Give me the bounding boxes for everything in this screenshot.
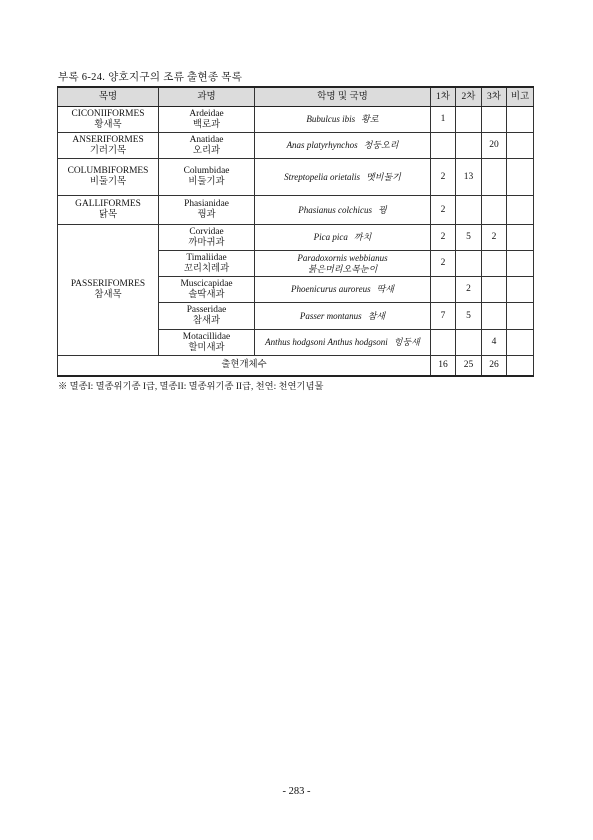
order-ko: 참새목: [94, 290, 122, 300]
family-en: Columbidae: [183, 166, 230, 176]
total-remarks: [507, 356, 534, 377]
header-family: 과명: [159, 87, 255, 107]
survey-3-cell: [482, 107, 507, 133]
family-cell: [159, 330, 255, 356]
species-cell: [255, 277, 431, 303]
family-en: Ardeidae: [189, 108, 224, 119]
order-ko: 황새목: [94, 119, 122, 130]
survey-1-cell: 2: [431, 196, 456, 225]
header-order: 목명: [58, 87, 159, 107]
total-survey-1: 16: [431, 356, 456, 377]
korean-name: 힝둥새: [393, 337, 420, 347]
survey-3-cell: [482, 251, 507, 277]
survey-2-cell: 5: [456, 225, 482, 251]
scientific-name: Phasianus colchicus: [298, 204, 373, 215]
total-survey-3: 26: [482, 356, 507, 377]
scientific-name: Bubulcus ibis: [306, 114, 356, 124]
header-survey-1: 1차: [431, 87, 456, 107]
header-survey-3: 3차: [482, 87, 507, 107]
species-cell: [255, 225, 431, 251]
korean-name: 꿩: [378, 204, 387, 215]
species-cell: [255, 196, 431, 225]
order-cell: [58, 133, 159, 159]
survey-1-cell: [431, 330, 456, 356]
family-cell: [159, 251, 255, 277]
family-en: Corvidae: [189, 226, 224, 237]
remarks-cell: [507, 107, 534, 133]
survey-2-cell: 2: [456, 277, 482, 303]
table-row: [58, 107, 534, 133]
remarks-cell: [507, 303, 534, 330]
survey-3-cell: [482, 277, 507, 303]
species-cell: [255, 303, 431, 330]
survey-1-cell: 1: [431, 107, 456, 133]
family-ko: 할미새과: [188, 342, 225, 353]
family-en: Motacillidae: [182, 331, 231, 342]
survey-3-cell: [482, 196, 507, 225]
order-en: COLUMBIFORMES: [67, 166, 149, 176]
table-row: [58, 196, 534, 225]
total-row: [58, 356, 534, 377]
remarks-cell: [507, 251, 534, 277]
header-survey-2: 2차: [456, 87, 482, 107]
species-cell: [255, 133, 431, 159]
family-ko: 비둘기과: [188, 177, 225, 187]
header-species: 학명 및 국명: [255, 87, 431, 107]
survey-3-cell: 4: [482, 330, 507, 356]
korean-name: 딱새: [376, 284, 394, 294]
survey-3-cell: 2: [482, 225, 507, 251]
scientific-name: Anthus hodgsoni Anthus hodgsoni: [265, 337, 388, 347]
species-cell: [255, 107, 431, 133]
survey-2-cell: [456, 330, 482, 356]
order-cell: [58, 225, 159, 356]
scientific-name: Passer montanus: [299, 310, 362, 321]
species-cell: [255, 330, 431, 356]
order-cell: [58, 107, 159, 133]
survey-2-cell: [456, 107, 482, 133]
remarks-cell: [507, 277, 534, 303]
scientific-name: Paradoxornis webbianus: [297, 252, 388, 263]
family-cell: [159, 277, 255, 303]
korean-name: 붉은머리오목눈이: [307, 263, 378, 274]
survey-2-cell: [456, 133, 482, 159]
family-en: Timaliidae: [186, 252, 227, 263]
header-row: [58, 87, 534, 107]
order-en: CICONIIFORMES: [71, 108, 145, 119]
korean-name: 까치: [353, 232, 372, 242]
remarks-cell: [507, 159, 534, 196]
survey-1-cell: 2: [431, 225, 456, 251]
family-ko: 솔딱새과: [188, 289, 225, 300]
order-en: GALLIFORMES: [75, 199, 141, 209]
table-row: [58, 225, 534, 251]
order-cell: [58, 159, 159, 196]
family-cell: [159, 133, 255, 159]
family-ko: 백로과: [192, 119, 221, 130]
order-cell: [58, 196, 159, 225]
order-ko: 비둘기목: [89, 177, 127, 187]
family-cell: [159, 107, 255, 133]
order-ko: 기러기목: [89, 145, 127, 156]
table-row: [58, 159, 534, 196]
family-cell: [159, 196, 255, 225]
scientific-name: Anas platyrhynchos: [286, 140, 358, 150]
survey-1-cell: 2: [431, 251, 456, 277]
survey-2-cell: 5: [456, 303, 482, 330]
family-cell: [159, 159, 255, 196]
family-ko: 꼬리치레과: [183, 263, 230, 274]
species-cell: [255, 251, 431, 277]
species-cell: [255, 159, 431, 196]
survey-2-cell: [456, 196, 482, 225]
header-remarks: 비고: [507, 87, 534, 107]
family-en: Muscicapidae: [180, 278, 233, 289]
scientific-name: Pica pica: [313, 232, 348, 242]
family-en: Phasianidae: [184, 199, 229, 209]
family-ko: 참새과: [192, 316, 221, 326]
family-cell: [159, 303, 255, 330]
survey-3-cell: [482, 159, 507, 196]
korean-name: 청둥오리: [363, 140, 399, 150]
family-ko: 오리과: [192, 145, 221, 156]
family-cell: [159, 225, 255, 251]
survey-2-cell: [456, 251, 482, 277]
scientific-name: Phoenicurus auroreus: [291, 284, 371, 294]
order-en: PASSERIFOMRES: [70, 279, 146, 289]
korean-name: 멧비둘기: [366, 171, 401, 182]
survey-1-cell: 7: [431, 303, 456, 330]
page-number: - 283 -: [282, 786, 311, 797]
total-label: 출현개체수: [58, 356, 431, 377]
remarks-cell: [507, 225, 534, 251]
scientific-name: Streptopelia orietalis: [284, 171, 361, 182]
survey-1-cell: [431, 133, 456, 159]
family-ko: 꿩과: [197, 210, 216, 220]
survey-1-cell: 2: [431, 159, 456, 196]
korean-name: 황로: [361, 114, 379, 124]
family-en: Anatidae: [189, 134, 224, 145]
order-ko: 닭목: [98, 210, 118, 220]
order-en: ANSERIFORMES: [72, 134, 144, 145]
table-caption: 부록 6-24. 양호지구의 조류 출현종 목록: [58, 72, 243, 83]
survey-3-cell: 20: [482, 133, 507, 159]
family-ko: 까마귀과: [188, 237, 225, 248]
family-en: Passeridae: [186, 305, 227, 315]
survey-3-cell: [482, 303, 507, 330]
korean-name: 참새: [367, 310, 386, 321]
total-survey-2: 25: [456, 356, 482, 377]
footnote: ※ 멸종I: 멸종위기종 I급, 멸종II: 멸종위기종 II급, 천연: 천연기념물: [58, 382, 324, 392]
remarks-cell: [507, 196, 534, 225]
remarks-cell: [507, 133, 534, 159]
remarks-cell: [507, 330, 534, 356]
bird-species-table: [57, 86, 534, 377]
survey-2-cell: 13: [456, 159, 482, 196]
table-row: [58, 133, 534, 159]
survey-1-cell: [431, 277, 456, 303]
